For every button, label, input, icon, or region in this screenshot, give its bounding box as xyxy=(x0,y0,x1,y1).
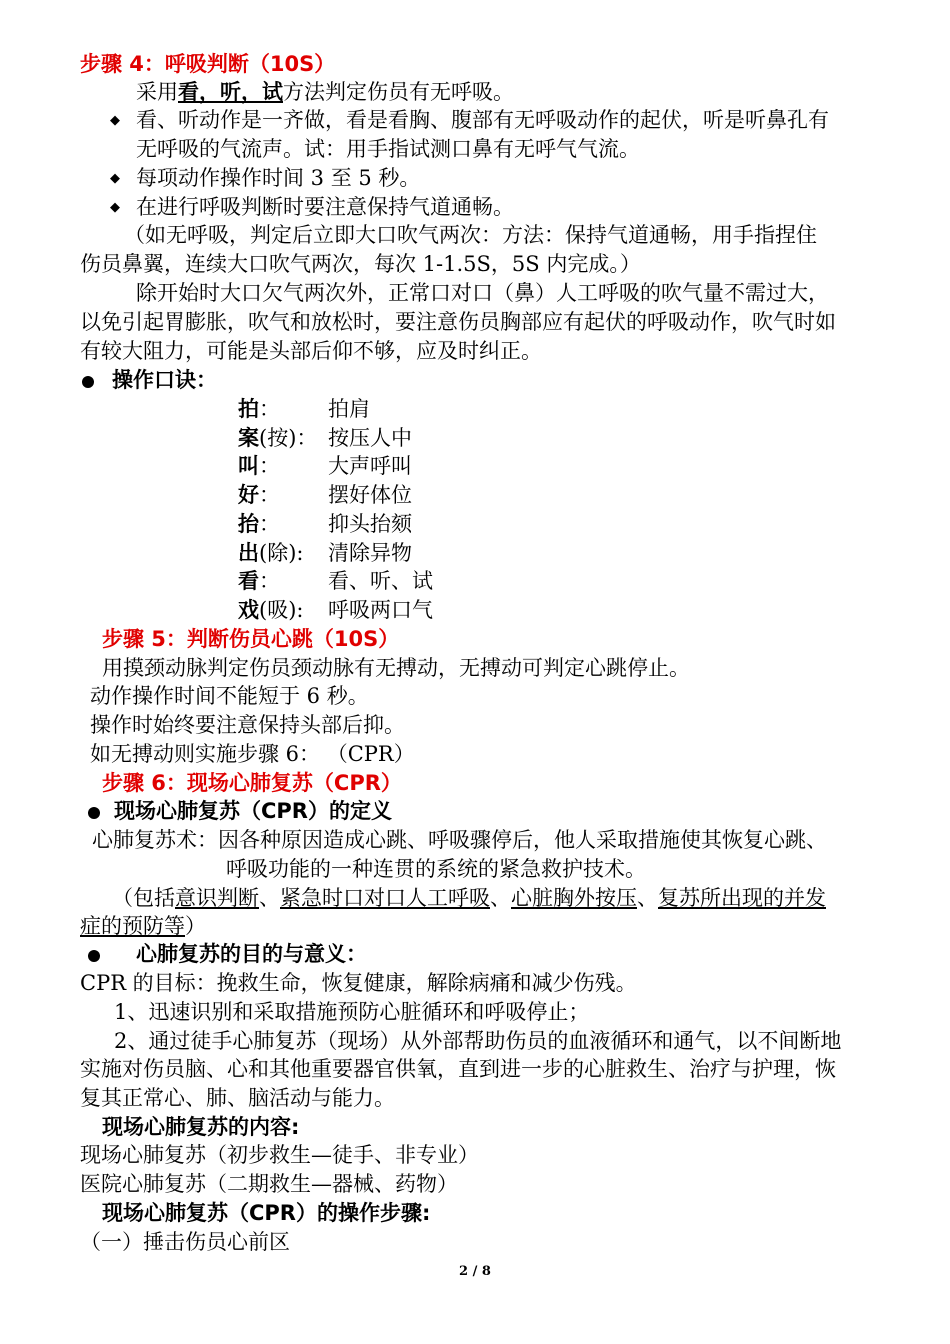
step4-intro: 采用看，听，试方法判定伤员有无呼吸。 xyxy=(136,80,514,104)
mnemonic-item: 抬： xyxy=(238,512,280,536)
step4-heading: 步骤 4：呼吸判断（10S） xyxy=(80,52,336,76)
step4-note: （如无呼吸，判定后立即大口吹气两次：方法：保持气道通畅，用手指捏住 xyxy=(124,223,817,247)
step4-bullet: 看、听动作是一齐做，看是看胸、腹部有无呼吸动作的起伏，听是听鼻孔有 xyxy=(136,108,829,132)
mnemonic-item: 戏(吸): xyxy=(238,598,304,622)
mnemonic-value: 看、听、试 xyxy=(328,569,433,593)
cpr-purpose-heading: 心肺复苏的目的与意义： xyxy=(136,942,367,966)
mnemonic-heading: 操作口诀： xyxy=(112,368,217,392)
cpr-purpose-2: 2、通过徒手心肺复苏（现场）从外部帮助伤员的血液循环和通气，以不间断地 xyxy=(114,1029,842,1053)
mnemonic-value: 摆好体位 xyxy=(328,483,412,507)
step4-bullet-cont: 无呼吸的气流声。试：用手指试测口鼻有无呼气气流。 xyxy=(136,137,640,161)
round-bullet-icon xyxy=(88,950,100,962)
round-bullet-icon xyxy=(88,807,100,819)
cpr-includes-cont: 症的预防等） xyxy=(80,914,206,938)
step5-line: 用摸颈动脉判定伤员颈动脉有无搏动，无搏动可判定心跳停止。 xyxy=(102,656,690,680)
page-number: 2 / 8 xyxy=(459,1264,491,1279)
mnemonic-value: 清除异物 xyxy=(328,541,412,565)
step5-heading: 步骤 5：判断伤员心跳（10S） xyxy=(102,627,400,651)
diamond-bullet-icon: ◆ xyxy=(110,200,120,215)
cpr-content-heading: 现场心肺复苏的内容: xyxy=(102,1115,300,1139)
step5-line: 如无搏动则实施步骤 6： （CPR） xyxy=(90,742,415,766)
mnemonic-item: 好： xyxy=(238,483,280,507)
step5-line: 动作操作时间不能短于 6 秒。 xyxy=(90,684,369,708)
cpr-definition-heading: 现场心肺复苏（CPR）的定义 xyxy=(114,799,392,823)
cpr-content-item: 医院心肺复苏（二期救生—器械、药物） xyxy=(80,1172,458,1196)
cpr-definition: 心肺复苏术：因各种原因造成心跳、呼吸骤停后，他人采取措施使其恢复心跳、 xyxy=(92,828,827,852)
step4-note-cont: 伤员鼻翼，连续大口吹气两次，每次 1-1.5S，5S 内完成。） xyxy=(80,252,641,276)
cpr-content-item: 现场心肺复苏（初步救生—徒手、非专业） xyxy=(80,1143,479,1167)
cpr-goal: CPR 的目标：挽救生命，恢复健康，解除病痛和减少伤残。 xyxy=(80,971,637,995)
step4-bullet: 在进行呼吸判断时要注意保持气道通畅。 xyxy=(136,195,514,219)
diamond-bullet-icon: ◆ xyxy=(110,113,120,128)
step4-paragraph-cont: 以免引起胃膨胀，吹气和放松时，要注意伤员胸部应有起伏的呼吸动作，吹气时如 xyxy=(80,310,836,334)
cpr-steps-heading: 现场心肺复苏（CPR）的操作步骤: xyxy=(102,1201,431,1225)
mnemonic-value: 拍肩 xyxy=(328,397,370,421)
mnemonic-item: 出(除): xyxy=(238,541,304,565)
cpr-first-step: （一）捶击伤员心前区 xyxy=(80,1230,290,1254)
diamond-bullet-icon: ◆ xyxy=(110,171,120,186)
mnemonic-value: 呼吸两口气 xyxy=(328,598,433,622)
step5-line: 操作时始终要注意保持头部后抑。 xyxy=(90,713,405,737)
mnemonic-item: 案(按)： xyxy=(238,426,318,450)
step6-heading: 步骤 6：现场心肺复苏（CPR） xyxy=(102,771,402,795)
cpr-purpose-2-cont: 实施对伤员脑、心和其他重要器官供氧，直到进一步的心脏救生、治疗与护理，恢 xyxy=(80,1057,836,1081)
mnemonic-value: 按压人中 xyxy=(328,426,412,450)
cpr-purpose-1: 1、迅速识别和采取措施预防心脏循环和呼吸停止； xyxy=(114,1000,590,1024)
cpr-definition-cont: 呼吸功能的一种连贯的系统的紧急救护技术。 xyxy=(226,857,646,881)
step4-bullet: 每项动作操作时间 3 至 5 秒。 xyxy=(136,166,421,190)
cpr-purpose-2-cont: 复其正常心、肺、脑活动与能力。 xyxy=(80,1086,395,1110)
mnemonic-value: 大声呼叫 xyxy=(328,454,412,478)
round-bullet-icon xyxy=(82,376,94,388)
cpr-includes: （包括意识判断、紧急时口对口人工呼吸、心脏胸外按压、复苏所出现的并发 xyxy=(112,886,826,910)
step4-paragraph: 除开始时大口欠气两次外，正常口对口（鼻）人工呼吸的吹气量不需过大， xyxy=(136,281,829,305)
mnemonic-item: 看： xyxy=(238,569,280,593)
step4-paragraph-cont: 有较大阻力，可能是头部后仰不够，应及时纠正。 xyxy=(80,339,542,363)
step4-keywords: 看，听，试 xyxy=(178,80,283,104)
mnemonic-item: 拍： xyxy=(238,397,280,421)
mnemonic-item: 叫： xyxy=(238,454,280,478)
mnemonic-value: 抑头抬颏 xyxy=(328,512,412,536)
